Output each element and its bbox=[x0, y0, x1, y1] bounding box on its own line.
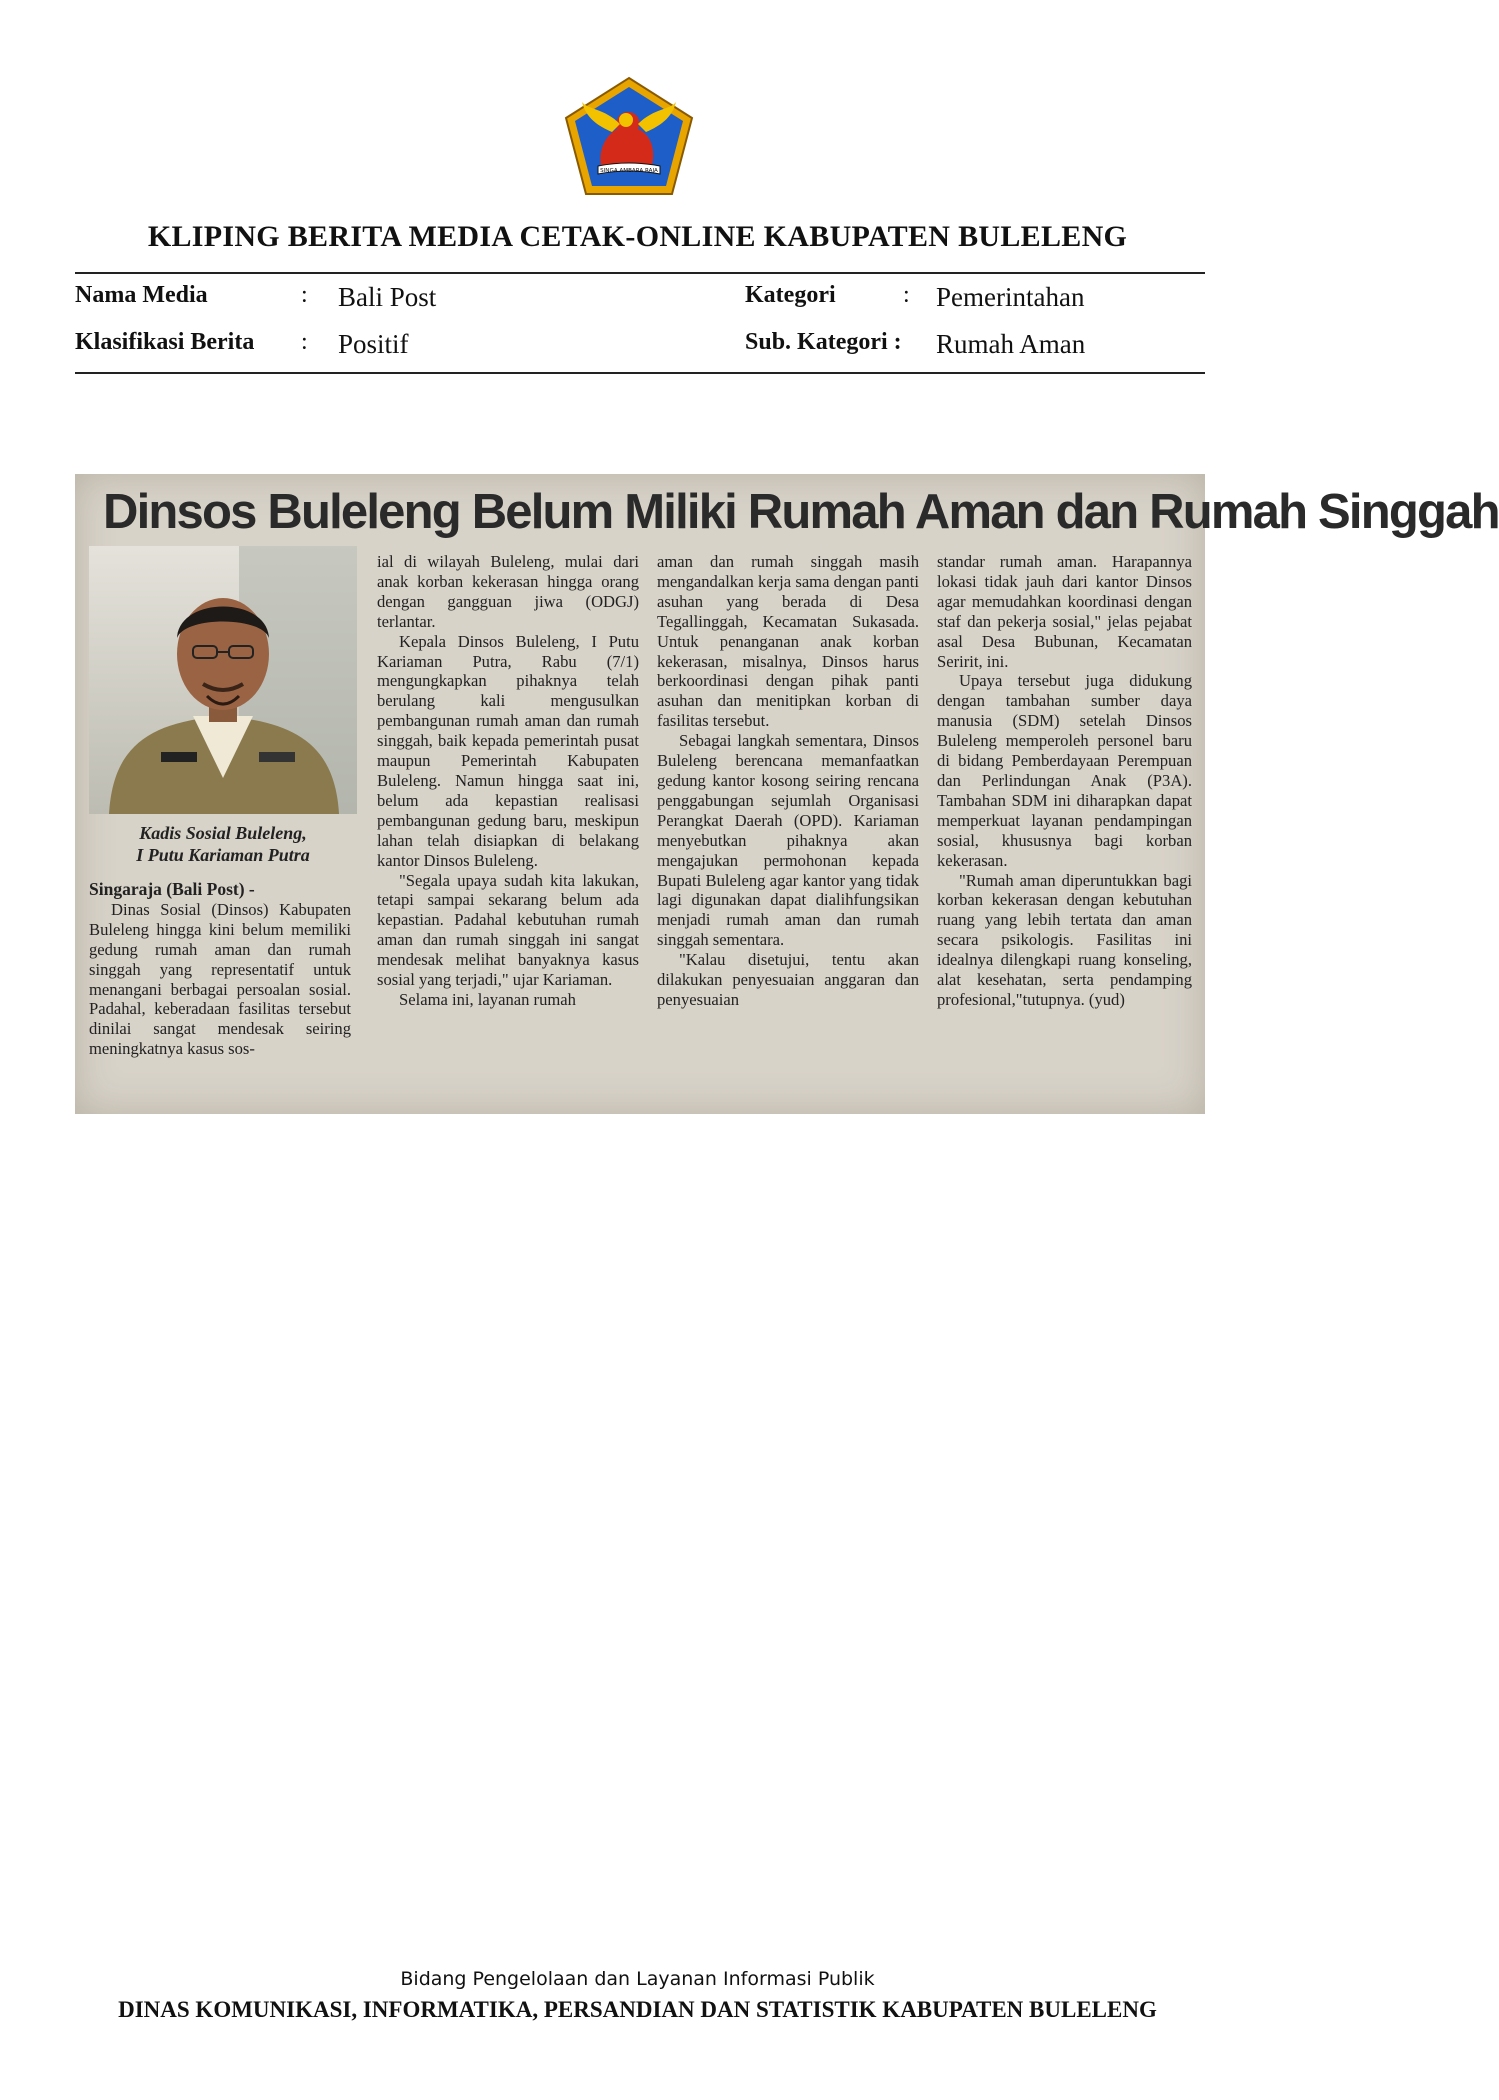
singa-ambara-raja-seal-icon bbox=[562, 74, 696, 198]
klasifikasi-value: Positif bbox=[338, 329, 409, 359]
article-paragraph: Kepala Dinsos Buleleng, I Putu Kariaman Putra, Rabu (7/1) mengungkapkan pihaknya telah berulang kali mengusulkan pembangunan rumah aman dan rumah singgah, baik kepada pemerintah pusat maupun Pemerintah Kabupaten Buleleng. Namun hingga saat ini, belum ada kepastian realisasi pembangunan gedung baru, meskipun lahan telah disiapkan di belakang kantor Dinsos Buleleng. bbox=[377, 631, 639, 870]
article-paragraph: ial di wilayah Buleleng, mulai dari anak korban kekerasan hingga orang dengan gangguan jiwa (ODGJ) terlantar. bbox=[377, 552, 639, 631]
kategori-colon: : bbox=[903, 282, 910, 308]
footer-agency: DINAS KOMUNIKASI, INFORMATIKA, PERSANDIAN DAN STATISTIK KABUPATEN BULELENG bbox=[118, 1997, 1157, 2022]
caption-line-1: Kadis Sosial Buleleng, bbox=[139, 823, 307, 843]
regency-logo bbox=[562, 74, 696, 198]
article-paragraph: aman dan rumah singgah masih mengandalkan kerja sama dengan panti asuhan yang berada di Desa Tegallinggah, Kecamatan Sukasada. Untuk penanganan anak korban kekerasan, misalnya, Dinsos harus berkoordinasi dengan pihak panti asuhan dan menitipkan korban di fasilitas tersebut. bbox=[657, 552, 919, 731]
klasifikasi-colon: : bbox=[301, 329, 308, 355]
nama-media-label: Nama Media bbox=[75, 282, 208, 308]
article-paragraph: "Rumah aman diperuntukkan bagi korban kekerasan dengan kebutuhan ruang yang lebih tertata dan aman secara psikologis. Fasilitas ini idealnya dilengkapi ruang konseling, alat kesehatan, serta pendamping profesional,"tutupnya. (yud) bbox=[937, 870, 1192, 1009]
article-dateline: Singaraja (Bali Post) - bbox=[89, 879, 255, 899]
article-paragraph: "Segala upaya sudah kita lakukan, tetapi sampai sekarang belum ada kepastian. Padahal kebutuhan rumah aman dan rumah singgah ini sangat mendesak melihat banyaknya kasus sosial yang terjadi," ujar Kariaman. bbox=[377, 870, 639, 990]
article-paragraph: "Kalau disetujui, tentu akan dilakukan penyesuaian anggaran dan penyesuaian bbox=[657, 950, 919, 1009]
header-divider-bottom bbox=[75, 372, 1205, 374]
sub-kategori-label: Sub. Kategori : bbox=[745, 329, 902, 355]
article-column-4 bbox=[937, 552, 1192, 1010]
article-paragraph: Sebagai langkah sementara, Dinsos Buleleng berencana memanfaatkan gedung kantor kosong seiring rencana penggabungan sejumlah Organisasi Perangkat Daerah (OPD). Kariaman menyebutkan pihaknya akan mengajukan permohonan kepada Bupati Buleleng agar kantor yang tidak lagi digunakan dapat dialihfungsikan menjadi rumah aman dan rumah singgah sementara. bbox=[657, 731, 919, 950]
article-paragraph: Upaya tersebut juga didukung dengan tambahan sumber daya manusia (SDM) setelah Dinsos Buleleng memperoleh personel baru di bidang Pemberdayaan Perempuan dan Perlindungan Anak (P3A). Tambahan SDM ini diharapkan dapat memperkuat layanan pendampingan sosial, khususnya bagi korban kekerasan. bbox=[937, 671, 1192, 870]
news-clipping bbox=[75, 474, 1499, 1114]
header-divider-top bbox=[75, 272, 1205, 274]
article-paragraph: Selama ini, layanan rumah bbox=[399, 989, 576, 1009]
klasifikasi-label: Klasifikasi Berita bbox=[75, 329, 255, 355]
svg-text:SINGA AMBARA RAJA: SINGA AMBARA RAJA bbox=[600, 168, 658, 174]
article-column-2 bbox=[377, 552, 639, 1010]
nama-media-value: Bali Post bbox=[338, 282, 437, 312]
article-column-1 bbox=[89, 880, 351, 1059]
photo-caption bbox=[89, 822, 357, 866]
article-paragraph: Dinas Sosial (Dinsos) Kabupaten Buleleng hingga kini belum memiliki gedung rumah aman dan rumah singgah yang representatif untuk menangani berbagai persoalan sosial. Padahal, keberadaan fasilitas tersebut dinilai sangat mendesak seiring meningkatnya kasus sos- bbox=[89, 899, 351, 1059]
article-column-3 bbox=[657, 552, 919, 1010]
caption-line-2: I Putu Kariaman Putra bbox=[136, 845, 310, 865]
footer-unit: Bidang Pengelolaan dan Layanan Informasi Publik bbox=[400, 1968, 875, 1990]
nama-media-colon: : bbox=[301, 282, 308, 308]
document-title: KLIPING BERITA MEDIA CETAK-ONLINE KABUPATEN BULELENG bbox=[147, 220, 1128, 253]
kategori-label: Kategori bbox=[745, 282, 836, 308]
kategori-value: Pemerintahan bbox=[936, 282, 1085, 312]
clipping-headline: Dinsos Buleleng Belum Miliki Rumah Aman dan Rumah Singgah bbox=[103, 485, 1499, 539]
official-portrait-photo bbox=[89, 546, 357, 814]
article-paragraph: standar rumah aman. Harapannya lokasi tidak jauh dari kantor Dinsos agar memudahkan koordinasi dengan staf dan pekerja sosial," jelas pejabat asal Desa Bubunan, Kecamatan Seririt, ini. bbox=[937, 552, 1192, 671]
sub-kategori-value: Rumah Aman bbox=[936, 329, 1086, 359]
